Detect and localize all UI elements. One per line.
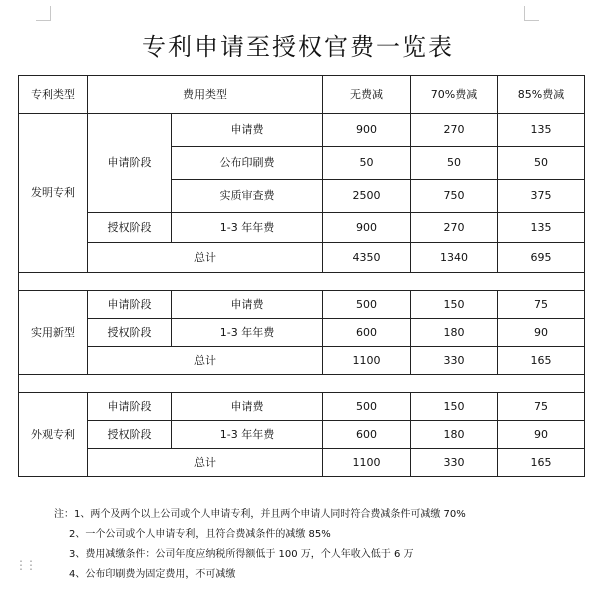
fee-value-cell: 90: [498, 421, 585, 449]
header-reduction-85: 85%费减: [498, 76, 585, 114]
fee-value-cell: 500: [323, 291, 411, 319]
note-item: 注：1、两个及两个以上公司或个人申请专利，并且两个申请人同时符合费减条件可减缴 70%: [54, 509, 466, 520]
fee-name-cell: 申请费: [172, 114, 323, 147]
utility-type-cell: 实用新型: [19, 291, 88, 375]
fee-value-cell: 600: [323, 421, 411, 449]
fee-name-cell: 1-3 年年费: [172, 319, 323, 347]
invention-grant-stage: 授权阶段: [88, 213, 172, 243]
table-total-row: [19, 449, 585, 477]
stage-cell: 授权阶段: [88, 319, 172, 347]
header-patent-type: 专利类型: [19, 76, 88, 114]
total-value-cell: 330: [411, 347, 498, 375]
invention-type-cell: 发明专利: [19, 114, 88, 273]
total-value-cell: 695: [498, 243, 585, 273]
total-value-cell: 1100: [323, 347, 411, 375]
total-value-cell: 4350: [323, 243, 411, 273]
fee-name-cell: 申请费: [172, 393, 323, 421]
header-fee-type: 费用类型: [88, 76, 323, 114]
fee-value-cell: 150: [411, 291, 498, 319]
notes: [54, 505, 466, 585]
header-reduction-70: 70%费减: [411, 76, 498, 114]
fee-value-cell: 75: [498, 393, 585, 421]
stage-cell: 申请阶段: [88, 291, 172, 319]
fee-value-cell: 2500: [323, 180, 411, 213]
note-item: 4、公布印刷费为固定费用，不可减缴: [69, 569, 236, 580]
total-value-cell: 1340: [411, 243, 498, 273]
note-prefix: 注：: [54, 509, 74, 520]
fee-name-cell: 1-3 年年费: [172, 421, 323, 449]
table-row: [19, 213, 585, 243]
fee-name-cell: 实质审查费: [172, 180, 323, 213]
header-no-reduction: 无费减: [323, 76, 411, 114]
separator-row: [19, 375, 585, 393]
fee-value-cell: 50: [323, 147, 411, 180]
note-item: 3、费用减缴条件：公司年度应纳税所得额低于 100 万，个人年收入低于 6 万: [69, 549, 414, 560]
table-row: [19, 319, 585, 347]
fee-value-cell: 600: [323, 319, 411, 347]
fee-value-cell: 180: [411, 421, 498, 449]
total-value-cell: 165: [498, 347, 585, 375]
separator-row: [19, 273, 585, 291]
fee-value-cell: 500: [323, 393, 411, 421]
invention-application-stage: 申请阶段: [88, 114, 172, 213]
fee-table: [18, 75, 585, 477]
total-value-cell: 330: [411, 449, 498, 477]
fee-value-cell: 900: [323, 213, 411, 243]
total-label: 总计: [88, 449, 323, 477]
page-corner-mark-left: [36, 6, 51, 21]
stage-cell: 申请阶段: [88, 393, 172, 421]
stage-cell: 授权阶段: [88, 421, 172, 449]
drag-handle-icon[interactable]: ⋮⋮: [15, 558, 35, 572]
table-total-row: [19, 243, 585, 273]
table-row: [19, 291, 585, 319]
note-item: 2、一个公司或个人申请专利，且符合费减条件的减缴 85%: [69, 529, 331, 540]
total-label: 总计: [88, 243, 323, 273]
fee-name-cell: 申请费: [172, 291, 323, 319]
fee-value-cell: 75: [498, 291, 585, 319]
fee-name-cell: 公布印刷费: [172, 147, 323, 180]
fee-value-cell: 375: [498, 180, 585, 213]
fee-value-cell: 50: [411, 147, 498, 180]
table-header-row: [19, 76, 585, 114]
total-label: 总计: [88, 347, 323, 375]
table-row: [19, 421, 585, 449]
fee-value-cell: 180: [411, 319, 498, 347]
total-value-cell: 1100: [323, 449, 411, 477]
fee-value-cell: 135: [498, 213, 585, 243]
fee-value-cell: 270: [411, 213, 498, 243]
design-type-cell: 外观专利: [19, 393, 88, 477]
fee-value-cell: 90: [498, 319, 585, 347]
fee-value-cell: 270: [411, 114, 498, 147]
fee-name-cell: 1-3 年年费: [172, 213, 323, 243]
table-row: [19, 114, 585, 147]
fee-value-cell: 50: [498, 147, 585, 180]
page-title: 专利申请至授权官费一览表: [142, 33, 454, 61]
page-corner-mark-right: [524, 6, 539, 21]
fee-value-cell: 750: [411, 180, 498, 213]
fee-value-cell: 900: [323, 114, 411, 147]
table-total-row: [19, 347, 585, 375]
total-value-cell: 165: [498, 449, 585, 477]
fee-value-cell: 150: [411, 393, 498, 421]
fee-value-cell: 135: [498, 114, 585, 147]
table-row: [19, 393, 585, 421]
